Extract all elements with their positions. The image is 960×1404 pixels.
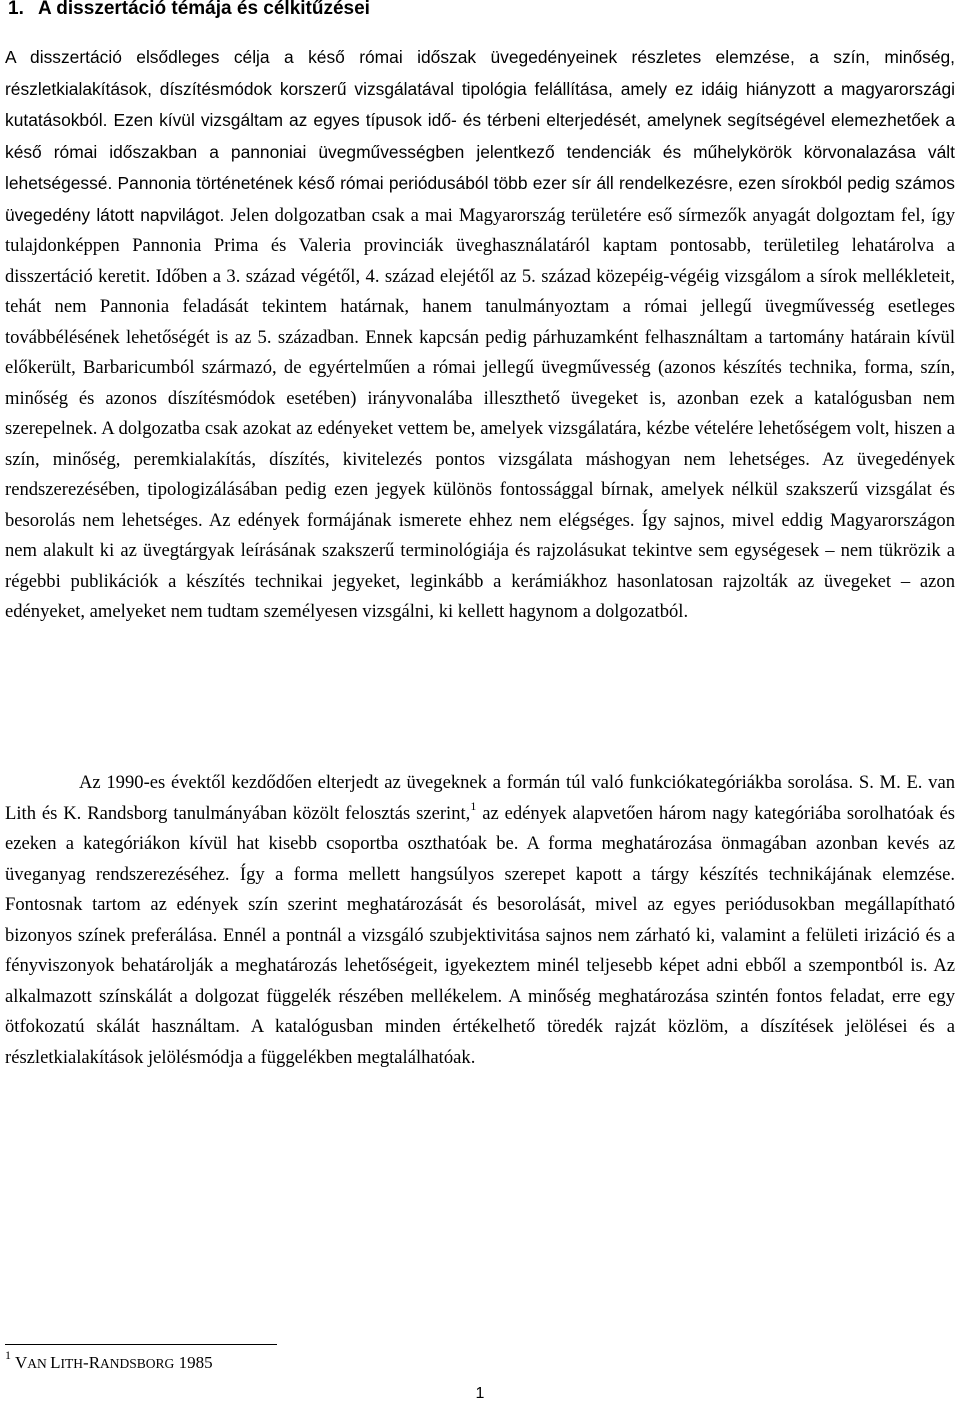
footnote-cap-r: -R (83, 1353, 101, 1372)
section-number: 1. (8, 0, 24, 19)
footnote (5, 1348, 213, 1375)
footnote-mark: 1 (5, 1348, 11, 1362)
footnote-year: 1985 (174, 1353, 213, 1372)
footnote-smallcaps-2: ITH (60, 1356, 84, 1371)
section-heading (8, 0, 370, 24)
paragraph-1-serif-text: Jelen dolgozatban csak a mai Magyarország területére eső sírmezők anyagát dolgoztam fel, így tulajdonképpen Pannonia Prima és Valeria provinciák üveghasználatáról kaptam pontosabb, területileg lehatárolva a disszertáció keretit. Időben a 3. század végétől, 4. század elejétől az 5. század közepéig-végéig vizsgálom a sírok mellékleteit, tehát nem Pannonia feladását tekintem határnak, hanem tanulmányoztam a római jellegű üvegművesség esetleges továbbélésének lehetőségét is az 5. században. Ennek kapcsán pedig párhuzamként felhasználtam a tartomány határain kívül előkerült, Barbaricumból származó, de egyértelműen a római jellegű üvegművesség (azonos készítés technika, forma, szín, minőség és azonos díszítésmódok esetében) irányvonalába illeszthető üvegeket is, azonban ezek a katalógusban nem szerepelnek. A dolgozatba csak azokat az edényeket vettem be, amelyek vizsgálatára, kézbe vételére lehetőségem volt, hiszen a szín, minőség, peremkialakítás, díszítés, kivitelezés pontos vizsgálata máshogyan nem lehetséges. Az üvegedények rendszerezésében, tipologizálásában pedig ezen jegyek különös fontossággal bírnak, amelyek nélkül szakszerű vizsgálat és besorolás nem lehetséges. Az edények formájának ismerete ehhez nem elégséges. Így sajnos, mivel eddig Magyarországon nem alakult ki az üvegtárgyak leírásának szakszerű terminológiája és rajzolásukat tekintve sem egységesek – nem tükrözik a régebbi publikációk a készítés technikai jegyeket, leginkább a kerámiákhoz hasonlatosan rajzolták az üvegeket – azon edényeket, amelyeket nem tudtam személyesen vizsgálni, ki kellett hagynom a dolgozatból. (5, 204, 955, 622)
page-number: 1 (475, 1385, 485, 1402)
footnote-smallcaps-3: ANDSBORG (100, 1356, 175, 1371)
section-title: A disszertáció témája és célkitűzései (38, 0, 370, 19)
footnote-separator (5, 1344, 277, 1345)
paragraph-2-text-before-ref: Az 1990-es évektől kezdődően elterjedt az üvegeknek a formán túl való funkciókategóriákba sorolása. S. M. E. van Lith és K. Randsborg tanulmányában közölt felosztás szerint, (5, 772, 955, 824)
footnote-smallcaps-1: AN (27, 1356, 51, 1371)
footnote-cap-l: L (50, 1353, 61, 1372)
paragraph-2-text-after-ref: az edények alapvetően három nagy kategóriába sorolhatóak és ezeken a kategóriákon kívül hat kisebb csoportba oszthatóak be. A forma meghatározása önmagában azonban kevés az üveganyag rendszerezéséhez. Így a forma mellett hangsúlyos szerepet kapott a tárgy készítés technikájának elemzése. Fontosnak tartom az edények szín szerint meghatározását és besorolását, mivel az egyes periódusokban megállapítható bizonyos színek preferálása. Ennél a pontnál a vizsgáló szubjektivitása sajnos nem zárható ki, valamint a felületi irizáció és a fényviszonyok behatárolják a meghatározás lehetőségeit, igyekeztem minél teljesebb képet adni ebből a szempontból is. Az alkalmazott színskálát a dolgozat függelék részében mellékelem. A minőség meghatározása szintén fontos feladat, erre egy ötfokozatú skálát használtam. A katalógusban minden értékelhető töredék rajzát közlöm, a díszítések jelölései és a részletkialakítások jelölésmódja a függelékben megtalálhatóak. (5, 802, 955, 1068)
footnote-reference[interactable]: 1 (470, 798, 477, 813)
paragraph-1 (5, 42, 955, 628)
footnote-cap-v: V (15, 1353, 28, 1372)
paragraph-1-sans-text: A disszertáció elsődleges célja a késő római időszak üvegedényeinek részletes elemzése, a szín, minőség, részletkialakítások, díszítésmódok korszerű vizsgálatával tipológia felállítása, amely ez idáig hiányzott a magyarországi kutatásokból. Ezen kívül vizsgáltam az egyes típusok idő- és térbeni elterjedését, amelynek segítségével elemezhetőek a késő római időszakban a pannoniai üvegművességben jelentkező tendenciák és műhelykörök körvonalazása vált lehetségessé. Pannonia történetének késő római periódusából több ezer sír áll rendelkezésre, ezen sírokból pedig számos üvegedény látott napvilágot. (5, 47, 955, 225)
paragraph-2 (5, 768, 955, 1073)
